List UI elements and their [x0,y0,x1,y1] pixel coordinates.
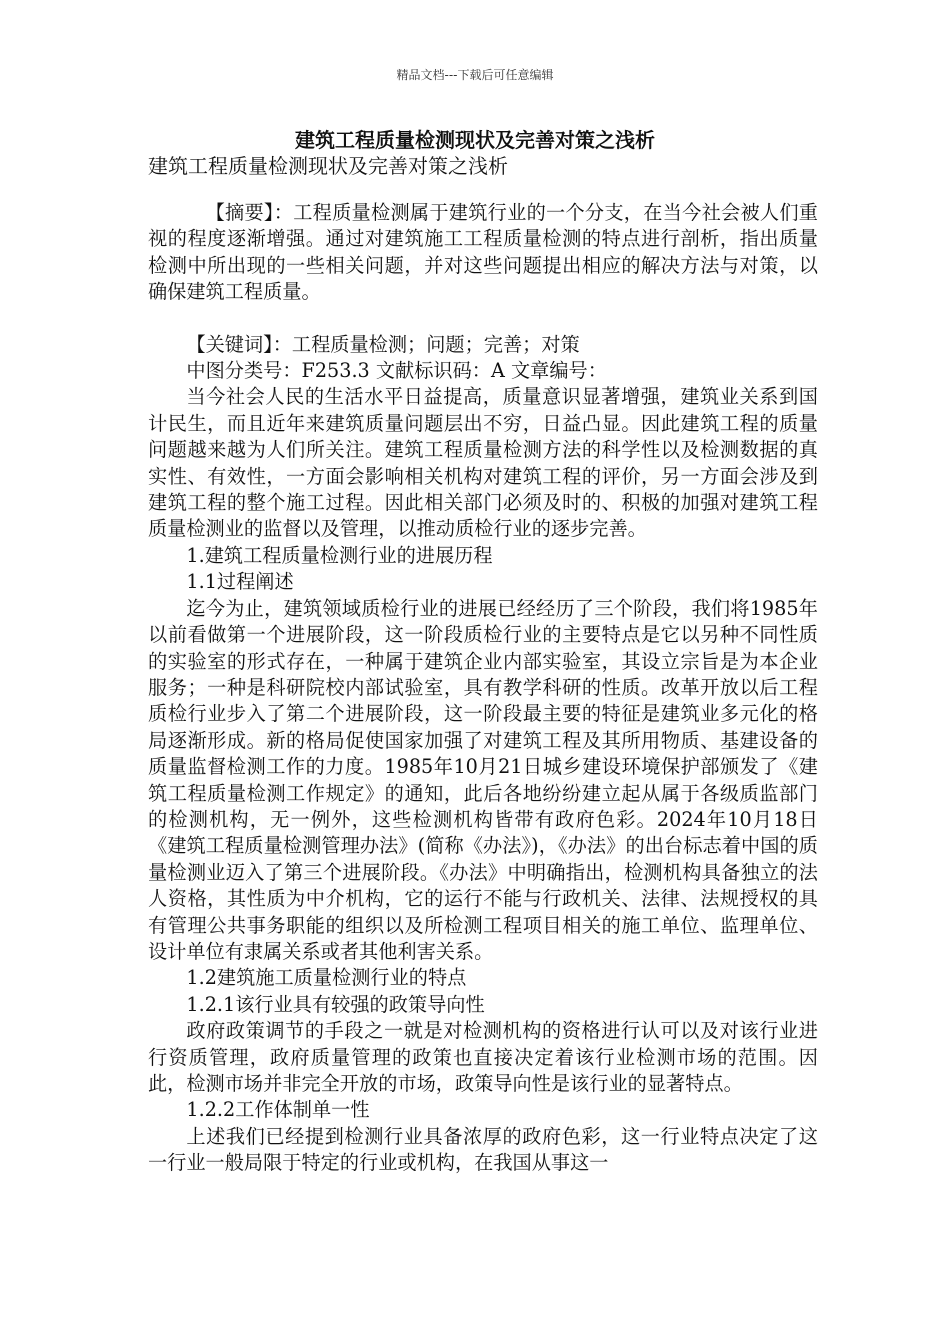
document-subtitle: 建筑工程质量检测现状及完善对策之浅析 [148,154,508,178]
document-body [148,200,818,1177]
section-paragraph-1-2-2: 上述我们已经提到检测行业具备浓厚的政府色彩，这一行业特点决定了这一行业一般局限于特定的行业或机构，在我国从事这一 [148,1124,818,1175]
classification-line: 中图分类号：F253.3 文献标识码：A 文章编号： [186,359,607,383]
section-heading-1: 1.建筑工程质量检测行业的进展历程 [186,543,493,567]
section-heading-1-2: 1.2建筑施工质量检测行业的特点 [186,966,467,990]
section-heading-1-2-1: 1.2.1该行业具有较强的政策导向性 [186,992,485,1016]
section-heading-1-2-2: 1.2.2工作体制单一性 [186,1098,370,1122]
document-title: 建筑工程质量检测现状及完善对策之浅析 [295,128,655,152]
section-paragraph-1-2-1: 政府政策调节的手段之一就是对检测机构的资格进行认可以及对该行业进行资质管理，政府质量管理的政策也直接决定着该行业检测市场的范围。因此，检测市场并非完全开放的市场，政策导向性是该行业的显著特点。 [148,1019,818,1095]
header-note: 精品文档---下载后可任意编辑 [396,68,554,82]
keywords-line: 【关键词】：工程质量检测；问题；完善；对策 [186,332,580,356]
spacer [148,306,818,332]
intro-paragraph: 当今社会人民的生活水平日益提高，质量意识显著增强，建筑业关系到国计民生，而且近年来建筑质量问题层出不穷，日益凸显。因此建筑工程的质量问题越来越为人们所关注。建筑工程质量检测方法的科学性以及检测数据的真实性、有效性，一方面会影响相关机构对建筑工程的评价，另一方面会涉及到建筑工程的整个施工过程。因此相关部门必须及时的、积极的加强对建筑工程质量检测业的监督以及管理，以推动质检行业的逐步完善。 [148,385,818,541]
section-heading-1-1: 1.1过程阐述 [186,570,294,594]
abstract-paragraph: 【摘要】：工程质量检测属于建筑行业的一个分支，在当今社会被人们重视的程度逐渐增强。通过对建筑施工工程质量检测的特点进行剖析，指出质量检测中所出现的一些相关问题，并对这些问题提出相应的解决方法与对策，以确保建筑工程质量。 [148,201,818,304]
section-paragraph-1-1: 迄今为止，建筑领域质检行业的进展已经经历了三个阶段，我们将1985年以前看做第一个进展阶段，这一阶段质检行业的主要特点是它以另种不同性质的实验室的形式存在，一种属于建筑企业内部实验室，其设立宗旨是为本企业服务；一种是科研院校内部试验室，具有教学科研的性质。改革开放以后工程质检行业步入了第二个进展阶段，这一阶段最主要的特征是建筑业多元化的格局逐渐形成。新的格局促使国家加强了对建筑工程及其所用物质、基建设备的质量监督检测工作的力度。1985年10月21日城乡建设环境保护部颁发了《建筑工程质量检测工作规定》的通知，此后各地纷纷建立起从属于各级质监部门的检测机构，无一例外，这些检测机构皆带有政府色彩。2024年10月18日《建筑工程质量检测管理办法》(简称《办法》)，《办法》的出台标志着中国的质量检测业迈入了第三个进展阶段。《办法》中明确指出，检测机构具备独立的法人资格，其性质为中介机构，它的运行不能与行政机关、法律、法规授权的具有管理公共事务职能的组织以及所检测工程项目相关的施工单位、监理单位、设计单位有隶属关系或者其他利害关系。 [148,596,818,963]
